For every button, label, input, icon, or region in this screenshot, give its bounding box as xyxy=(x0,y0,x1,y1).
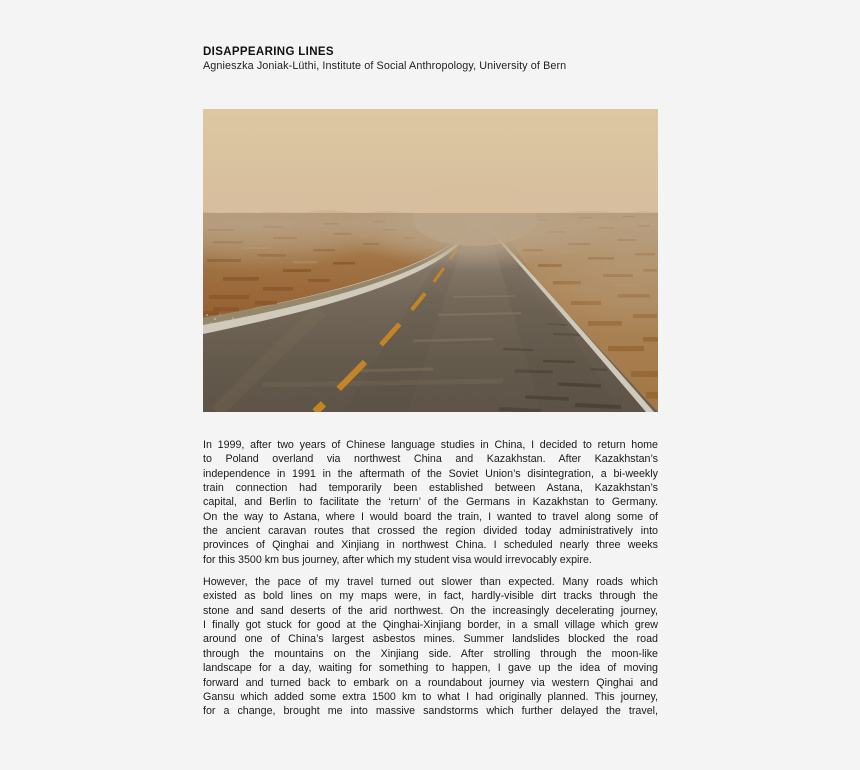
text-line: capital, and Berlin to facilitate the ‘return’ of the Germans in Kazakhstan to Germany. xyxy=(203,496,658,509)
text-line: landscape for a day, waiting for something to happen, I gave up the idea of moving xyxy=(203,662,658,675)
text-line: However, the pace of my travel turned out slower than expected. Many roads which xyxy=(203,576,658,589)
text-line: to Poland overland via northwest China and Kazakhstan. After Kazakhstan’s xyxy=(203,453,658,466)
text-line: through the mountains on the Xinjiang side. After strolling through the moon-like xyxy=(203,647,658,660)
document-content xyxy=(203,0,658,770)
author-line: Agnieszka Joniak-Lüthi, Institute of Social Anthropology, University of Bern xyxy=(203,60,567,72)
text-line: forward and turned back to embark on a roundabout journey via western Qinghai and xyxy=(203,676,658,689)
grain-overlay xyxy=(203,213,658,412)
text-line: around one of China’s largest asbestos mines. Summer landslides blocked the road xyxy=(203,633,658,646)
text-line: for a change, brought me into massive sandstorms which further delayed the travel, xyxy=(203,705,658,718)
desert-road-photo-graphic xyxy=(203,109,658,412)
text-line: train connection had temporarily been established between Astana, Kazakhstan’s xyxy=(203,482,658,495)
photo-desert-road xyxy=(203,109,658,412)
page-title: DISAPPEARING LINES xyxy=(203,45,334,58)
text-line: On the way to Astana, where I would board the train, I wanted to travel along some of xyxy=(203,510,658,523)
text-line: for this 3500 km bus journey, after which my student visa would irrevocably expire. xyxy=(203,553,592,566)
text-line: independence in 1991 in the aftermath of the Soviet Union’s disintegration, a bi-weekly xyxy=(203,467,658,480)
text-line: Gansu which added some extra 1500 km to what I had originally planned. This journey, xyxy=(203,690,658,703)
body-text xyxy=(203,438,658,727)
paragraph xyxy=(203,438,658,567)
text-line: stone and sand deserts of the arid northwest. On the increasingly decelerating journey, xyxy=(203,604,658,617)
text-line: existed as bold lines on my maps were, in fact, hardly-visible dirt tracks through the xyxy=(203,590,658,603)
text-line: the ancient caravan routes that crossed the region divided today administratively into xyxy=(203,525,658,538)
paragraph xyxy=(203,575,658,718)
text-line: I finally got stuck for good at the Qinghai-Xinjiang border, in a small village which grew xyxy=(203,619,658,632)
text-line: provinces of Qinghai and Xinjiang in northwest China. I scheduled nearly three weeks xyxy=(203,539,658,552)
text-line: In 1999, after two years of Chinese language studies in China, I decided to return home xyxy=(203,439,658,451)
